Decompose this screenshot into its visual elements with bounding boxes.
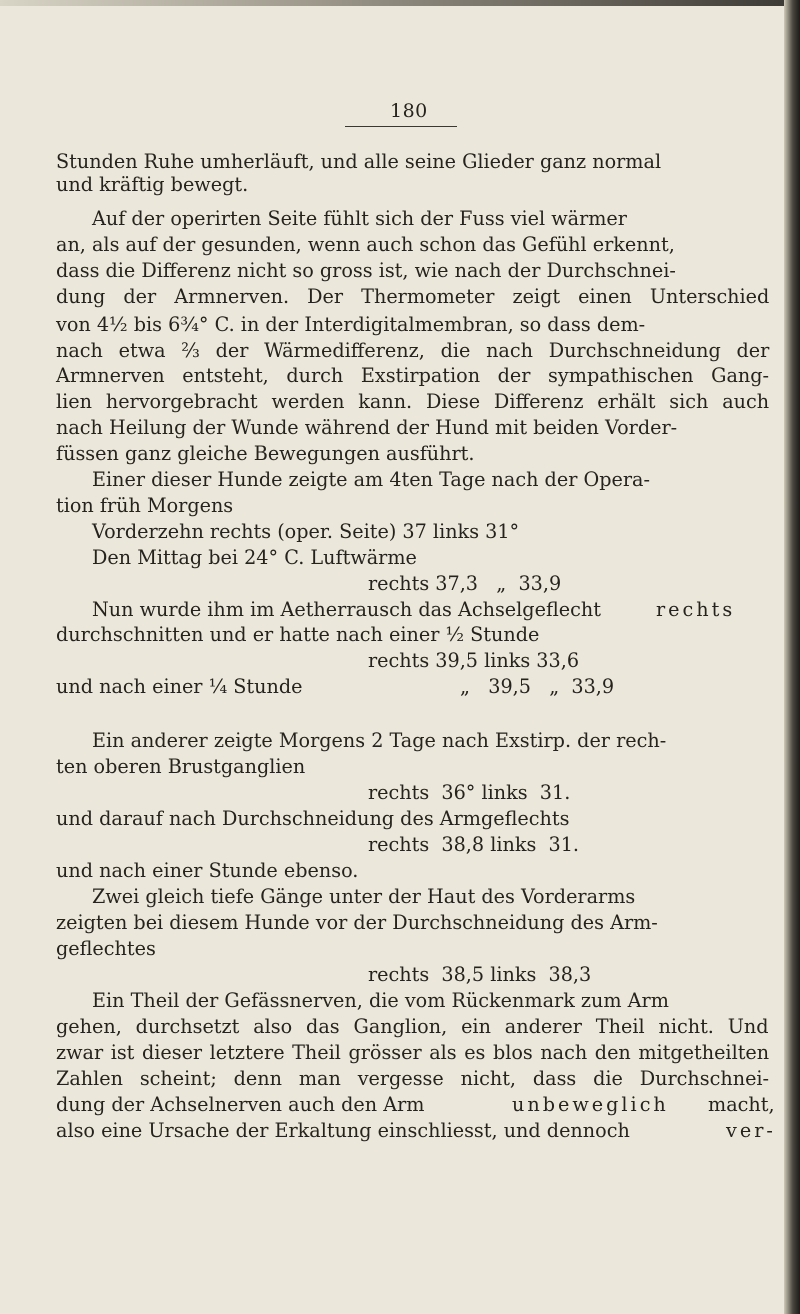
text-line: nach etwa ⅔ der Wärmedifferenz, die nach Durchschneidung der [56, 339, 770, 362]
text-line: ten oberen Brustganglien [56, 755, 306, 778]
text-line: dung der Achselnerven auch den Arm [56, 1093, 425, 1116]
page-number-rule [345, 126, 457, 127]
text-line: und nach einer Stunde ebenso. [56, 859, 359, 882]
text-line: an, als auf der gesunden, wenn auch schon das Gefühl erkennt, [56, 233, 675, 256]
text-line: dung der Armnerven. Der Thermometer zeigt einen Unterschied [56, 285, 770, 308]
text-line: durchschnitten und er hatte nach einer ½ Stunde [56, 623, 540, 646]
measurement-line: rechts 38,5 links 38,3 [368, 963, 592, 986]
text-line: Ein Theil der Gefässnerven, die vom Rückenmark zum Arm [92, 989, 669, 1012]
measurement-line: rechts 37,3 „ 33,9 [368, 572, 562, 595]
text-line: also eine Ursache der Erkaltung einschliesst, und dennoch [56, 1119, 630, 1142]
measurement-line: Den Mittag bei 24° C. Luftwärme [92, 546, 417, 569]
text-line: geflechtes [56, 937, 156, 960]
text-line: lien hervorgebracht werden kann. Diese Differenz erhält sich auch [56, 390, 770, 413]
measurement-line: Vorderzehn rechts (oper. Seite) 37 links 31° [92, 520, 520, 543]
page-number: 180 [390, 100, 428, 122]
text-line: Ein anderer zeigte Morgens 2 Tage nach Exstirp. der rech- [92, 729, 667, 752]
text-line: dass die Differenz nicht so gross ist, wie nach der Durchschnei- [56, 259, 676, 282]
text-line: Einer dieser Hunde zeigte am 4ten Tage nach der Opera- [92, 468, 650, 491]
text-line: nach Heilung der Wunde während der Hund mit beiden Vorder- [56, 416, 678, 439]
text-line: von 4½ bis 6¾° C. in der Interdigitalmembran, so dass dem- [56, 313, 646, 336]
text-line: füssen ganz gleiche Bewegungen ausführt. [56, 442, 475, 465]
measurement-line: rechts 38,8 links 31. [368, 833, 580, 856]
text-line: Zwei gleich tiefe Gänge unter der Haut des Vorderarms [92, 885, 636, 908]
text-line: Stunden Ruhe umherläuft, und alle seine Glieder ganz normal [56, 150, 662, 173]
text-line: zwar ist dieser letztere Theil grösser als es blos nach den mitgetheilten [56, 1041, 770, 1064]
spaced-emphasis: unbeweglich [512, 1093, 669, 1116]
text-line: Nun wurde ihm im Aetherrausch das Achselgeflecht [92, 598, 601, 621]
scan-page-edge [784, 0, 800, 1314]
text-line: gehen, durchsetzt also das Ganglion, ein anderer Theil nicht. Und [56, 1015, 769, 1038]
text-line: tion früh Morgens [56, 494, 234, 517]
text-line: zeigten bei diesem Hunde vor der Durchschneidung des Arm- [56, 911, 658, 934]
text-line: Zahlen scheint; denn man vergesse nicht, dass die Durchschnei- [56, 1067, 770, 1090]
text-line: Armnerven entsteht, durch Exstirpation der sympathischen Gang- [56, 364, 770, 387]
text-line: und darauf nach Durchschneidung des Armgeflechts [56, 807, 570, 830]
measurement-line: „ 39,5 „ 33,9 [460, 675, 615, 698]
text-line: Auf der operirten Seite fühlt sich der Fuss viel wärmer [92, 207, 627, 230]
spaced-emphasis: rechts [656, 598, 736, 621]
measurement-line: rechts 36° links 31. [368, 781, 571, 804]
text-line: und nach einer ¼ Stunde [56, 675, 303, 698]
text-line: und kräftig bewegt. [56, 173, 249, 196]
text-line: macht, [708, 1093, 775, 1116]
spaced-emphasis: ver- [726, 1119, 776, 1142]
scan-top-edge [0, 0, 800, 6]
measurement-line: rechts 39,5 links 33,6 [368, 649, 580, 672]
